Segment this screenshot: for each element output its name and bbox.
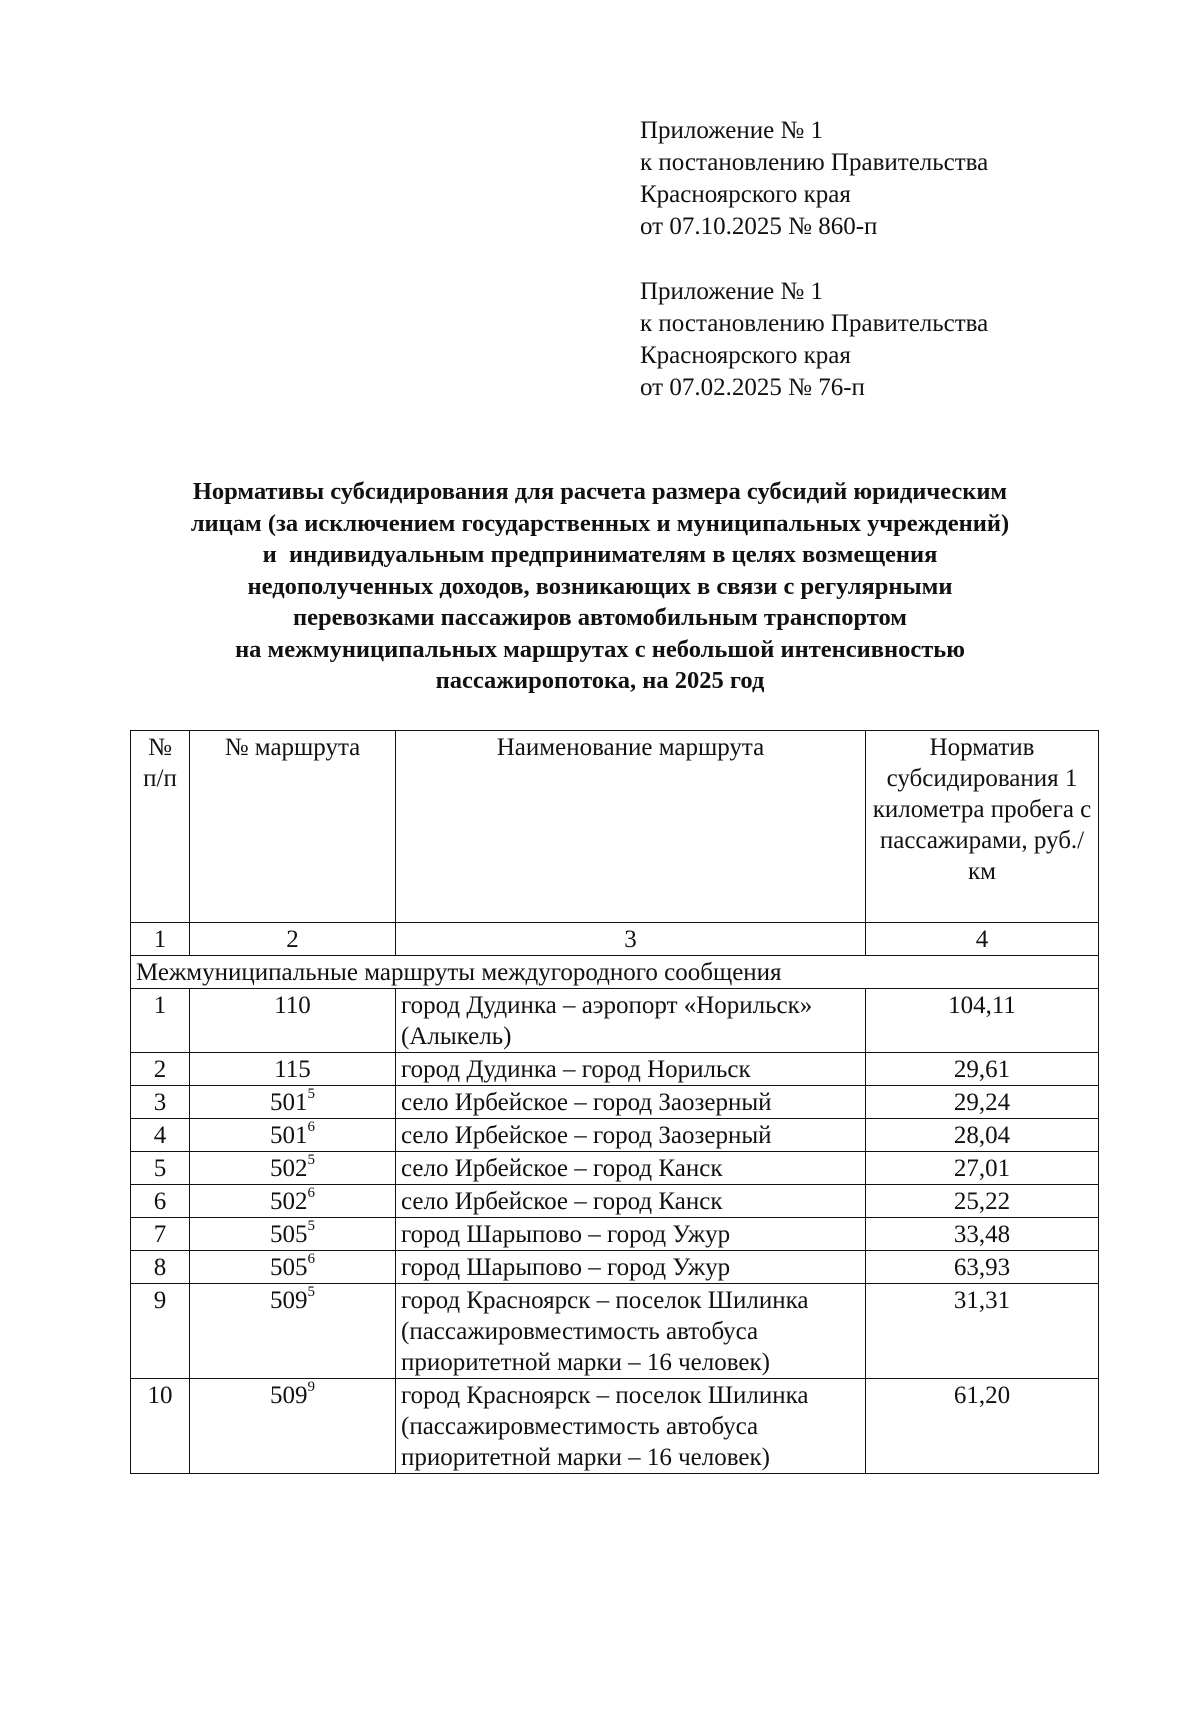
subsidy-norm-value: 28,04: [866, 1119, 1099, 1152]
row-number: 10: [131, 1379, 190, 1474]
route-number: 505: [270, 1254, 308, 1281]
row-number: 5: [131, 1152, 190, 1185]
table-row: [131, 1053, 1099, 1086]
row-number: 6: [131, 1185, 190, 1218]
title-line: перевозками пассажиров автомобильным транспортом: [293, 604, 907, 631]
route-footnote-mark: 6: [307, 1250, 315, 1267]
route-name: город Дудинка – город Норильск: [396, 1053, 866, 1086]
table-row: [131, 1119, 1099, 1152]
route-name: село Ирбейское – город Заозерный: [396, 1086, 866, 1119]
title-line: недополученных доходов, возникающих в связи с регулярными: [247, 572, 953, 600]
table-row: [131, 1152, 1099, 1185]
route-footnote-mark: 5: [307, 1217, 315, 1234]
row-number: 2: [131, 1053, 190, 1086]
route-name: город Шарыпово – город Ужур: [396, 1251, 866, 1284]
subsidy-norm-value: 27,01: [866, 1152, 1099, 1185]
table-header-row: [131, 731, 1099, 923]
route-number: 509: [270, 1287, 308, 1314]
route-number-cell: [190, 1218, 396, 1251]
column-number: 4: [866, 923, 1099, 956]
subsidy-norm-value: 104,11: [866, 989, 1099, 1053]
route-number-cell: [190, 1185, 396, 1218]
row-number: 1: [131, 989, 190, 1053]
route-number: 502: [270, 1155, 308, 1182]
title-line: пассажиропотока, на 2025 год: [435, 667, 765, 694]
route-number-cell: [190, 1119, 396, 1152]
subsidy-norms-table: [130, 730, 1099, 1474]
document-title: [120, 476, 1080, 697]
column-number: 2: [190, 923, 396, 956]
route-footnote-mark: 6: [307, 1118, 315, 1135]
route-footnote-mark: 5: [307, 1283, 315, 1300]
subsidy-norm-value: 29,61: [866, 1053, 1099, 1086]
table-row: [131, 1086, 1099, 1119]
column-number: 1: [131, 923, 190, 956]
appendix-region: Красноярского края: [640, 181, 851, 208]
appendix-header-current: [640, 115, 988, 243]
route-number-cell: [190, 989, 396, 1053]
section-row: [131, 956, 1099, 989]
route-number: 505: [270, 1221, 308, 1248]
route-name: город Красноярск – поселок Шилинка (пассажировместимость автобуса приоритетной марки – 16 человек): [396, 1379, 866, 1474]
table-row: [131, 1185, 1099, 1218]
subsidy-norm-value: 63,93: [866, 1251, 1099, 1284]
table-row: [131, 1251, 1099, 1284]
subsidy-norm-value: 61,20: [866, 1379, 1099, 1474]
route-number: 110: [274, 992, 311, 1019]
route-number-cell: [190, 1379, 396, 1474]
route-footnote-mark: 5: [307, 1151, 315, 1168]
subsidy-norm-value: 25,22: [866, 1185, 1099, 1218]
row-number: 7: [131, 1218, 190, 1251]
appendix-reference: к постановлению Правительства: [640, 149, 989, 176]
appendix-date-number: от 07.10.2025 № 860-п: [640, 213, 878, 240]
route-name: город Дудинка – аэропорт «Норильск» (Алыкель): [396, 989, 866, 1053]
route-footnote-mark: 5: [307, 1085, 315, 1102]
route-name: село Ирбейское – город Канск: [396, 1152, 866, 1185]
title-line: и индивидуальным предпринимателям в целях возмещения: [262, 541, 938, 568]
table-row: [131, 1284, 1099, 1379]
appendix-region: Красноярского края: [640, 342, 851, 369]
row-number: 3: [131, 1086, 190, 1119]
subsidy-norm-value: 33,48: [866, 1218, 1099, 1251]
row-number: 9: [131, 1284, 190, 1379]
subsidy-norm-value: 29,24: [866, 1086, 1099, 1119]
route-name: город Красноярск – поселок Шилинка (пассажировместимость автобуса приоритетной марки – 16 человек): [396, 1284, 866, 1379]
route-number: 509: [270, 1382, 308, 1409]
route-number-cell: [190, 1152, 396, 1185]
title-line: на межмуниципальных маршрутах с небольшой интенсивностью: [235, 635, 965, 663]
route-name: село Ирбейское – город Канск: [396, 1185, 866, 1218]
route-number: 501: [270, 1089, 308, 1116]
subsidy-norm-value: 31,31: [866, 1284, 1099, 1379]
route-number: 501: [270, 1122, 308, 1149]
appendix-date-number: от 07.02.2025 № 76-п: [640, 374, 865, 401]
table-row: [131, 1379, 1099, 1474]
route-footnote-mark: 6: [307, 1184, 315, 1201]
title-line: Нормативы субсидирования для расчета размера субсидий юридическим: [192, 478, 1008, 505]
row-number: 8: [131, 1251, 190, 1284]
route-number: 502: [270, 1188, 308, 1215]
route-footnote-mark: 9: [307, 1378, 315, 1395]
appendix-title: Приложение № 1: [640, 278, 824, 305]
route-number-cell: [190, 1284, 396, 1379]
header-subsidy-norm: Норматив субсидирования 1 километра пробега с пассажирами, руб./км: [866, 731, 1099, 923]
route-number-cell: [190, 1251, 396, 1284]
header-route-name: Наименование маршрута: [396, 731, 866, 923]
row-number: 4: [131, 1119, 190, 1152]
title-line: лицам (за исключением государственных и муниципальных учреждений): [190, 509, 1010, 537]
appendix-header-original: [640, 276, 988, 404]
route-number: 115: [274, 1056, 311, 1083]
appendix-reference: к постановлению Правительства: [640, 310, 989, 337]
column-numbers-row: [131, 923, 1099, 956]
appendix-title: Приложение № 1: [640, 117, 824, 144]
route-name: город Шарыпово – город Ужур: [396, 1218, 866, 1251]
route-number-cell: [190, 1086, 396, 1119]
table-row: [131, 1218, 1099, 1251]
route-name: село Ирбейское – город Заозерный: [396, 1119, 866, 1152]
route-number-cell: [190, 1053, 396, 1086]
header-route-number: № маршрута: [190, 731, 396, 923]
header-number: № п/п: [131, 731, 190, 923]
table-row: [131, 989, 1099, 1053]
section-title: Межмуниципальные маршруты междугородного сообщения: [131, 956, 1099, 989]
column-number: 3: [396, 923, 866, 956]
